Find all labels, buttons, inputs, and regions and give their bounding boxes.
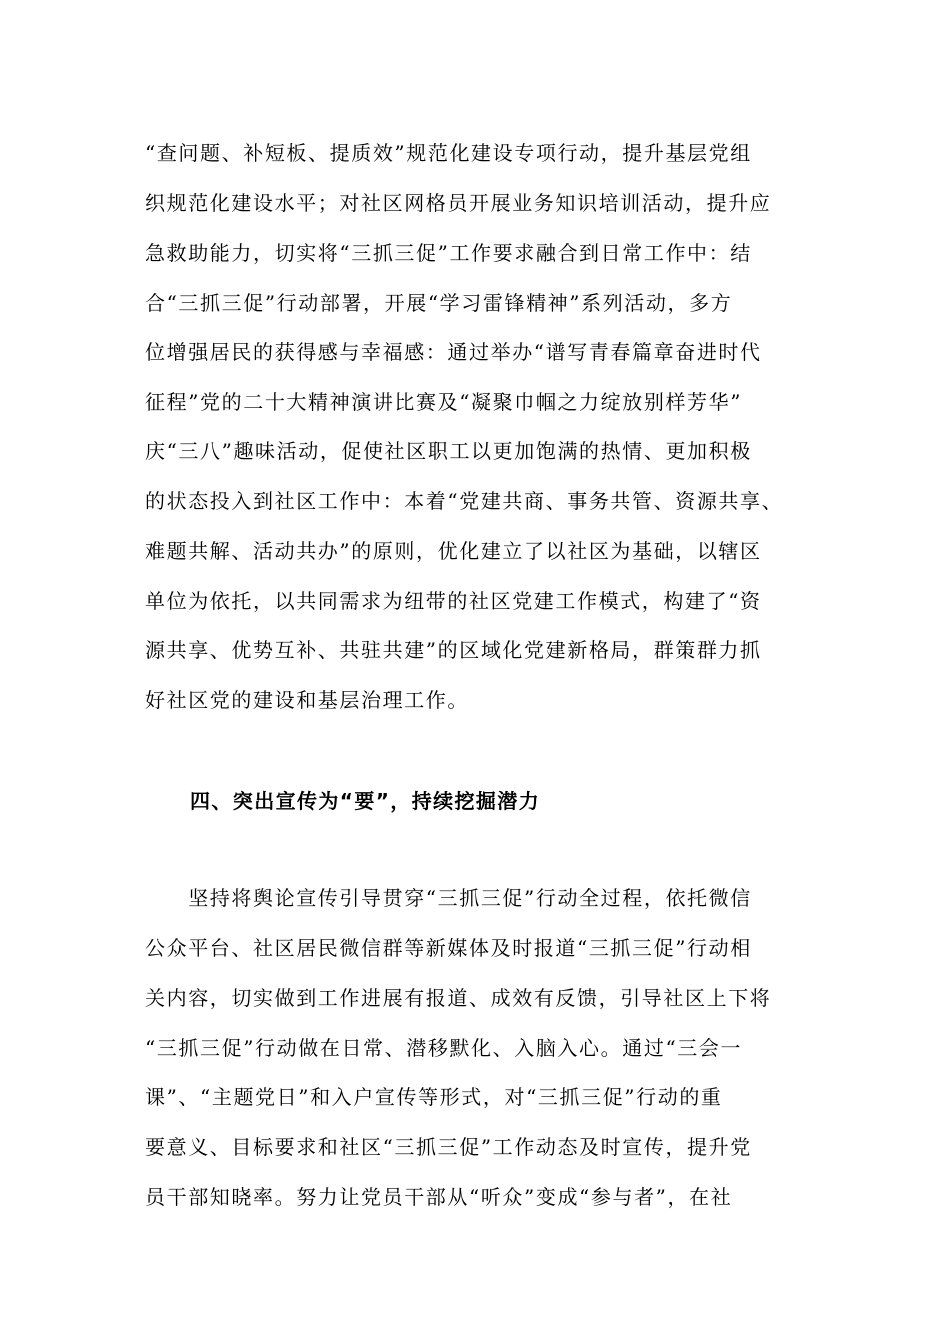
- paragraph1-line-9: 难题共解、活动共办”的原则，优化建立了以社区为基础，以辖区: [145, 539, 762, 563]
- section4-line-4: “三抓三促”行动做在日常、潜移默化、入脑入心。通过“三会一: [145, 1036, 743, 1060]
- paragraph1-line-11: 源共享、优势互补、共驻共建”的区域化党建新格局，群策群力抓: [145, 638, 762, 662]
- paragraph1-line-2: 织规范化建设水平；对社区网格员开展业务知识培训活动，提升应: [145, 191, 772, 215]
- paragraph1-line-1: “查问题、补短板、提质效”规范化建设专项行动，提升基层党组: [145, 141, 752, 165]
- section4-line-7: 员干部知晓率。努力让党员干部从“听众”变成“参与者”，在社: [145, 1185, 733, 1209]
- paragraph1-line-6: 征程”党的二十大精神演讲比赛及“凝聚巾帼之力绽放别样芳华”: [145, 390, 743, 414]
- paragraph1-line-5: 位增强居民的获得感与幸福感：通过举办“谱写青春篇章奋进时代: [145, 340, 762, 364]
- section4-line-5: 课”、“主题党日”和入户宣传等形式，对“三抓三促”行动的重: [145, 1085, 723, 1109]
- section4-line-1: 坚持将舆论宣传引导贯穿“三抓三促”行动全过程，依托微信: [145, 886, 752, 910]
- section4-line-2: 公众平台、社区居民微信群等新媒体及时报道“三抓三促”行动相: [145, 936, 752, 960]
- paragraph1-line-12: 好社区党的建设和基层治理工作。: [145, 688, 469, 712]
- paragraph1-line-10: 单位为依托，以共同需求为纽带的社区党建工作模式，构建了“资: [145, 589, 762, 613]
- paragraph1-line-8: 的状态投入到社区工作中：本着“党建共商、事务共管、资源共享、: [145, 489, 784, 513]
- section4-line-6: 要意义、目标要求和社区“三抓三促”工作动态及时宣传，提升党: [145, 1135, 752, 1159]
- paragraph1-line-3: 急救助能力，切实将“三抓三促”工作要求融合到日常工作中：结: [145, 241, 752, 265]
- section-heading: 四、突出宣传为“要”，持续挖掘潜力: [190, 789, 541, 813]
- paragraph1-line-7: 庆“三八”趣味活动，促使社区职工以更加饱满的热情、更加积极: [145, 439, 752, 463]
- section4-line-3: 关内容，切实做到工作进展有报道、成效有反馈，引导社区上下将: [145, 986, 772, 1010]
- paragraph1-line-4: 合“三抓三促”行动部署，开展“学习雷锋精神”系列活动，多方: [145, 291, 733, 315]
